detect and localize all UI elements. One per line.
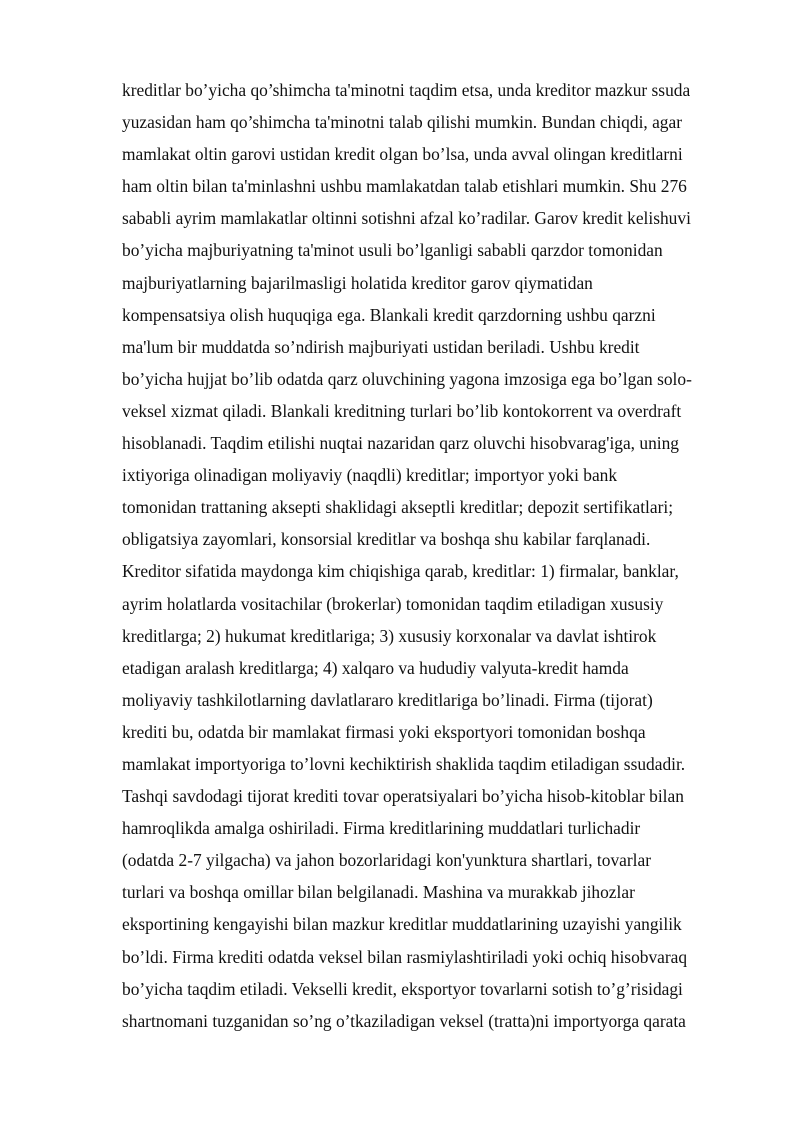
text-line: shartnomani tuzganidan so’ng o’tkaziladigan veksel (tratta)ni importyorga qarata [122,1010,686,1031]
text-line: bo’yicha majburiyatning ta'minot usuli bo’lganligi sababli qarzdor tomonidan [122,240,663,261]
text-line: yuzasidan ham qo’shimcha ta'minotni talab qilishi mumkin. Bundan chiqdi, agar [122,112,683,133]
text-line: mamlakat importyoriga to’lovni kechiktirish shaklida taqdim etiladigan ssudadir. [122,753,686,774]
text-line: ham oltin bilan ta'minlashni ushbu mamlakatdan talab etishlari mumkin. Shu 276 [122,176,687,197]
text-line: moliyaviy tashkilotlarning davlatlararo kreditlariga bo’linadi. Firma (tijorat) [122,689,653,710]
text-line: mamlakat oltin garovi ustidan kredit olgan bo’lsa, unda avval olingan kreditlarni [122,144,683,165]
body-text [122,74,762,1037]
text-line: hamroqlikda amalga oshiriladi. Firma kreditlarining muddatlari turlichadir [122,818,641,839]
text-line: (odatda 2-7 yilgacha) va jahon bozorlaridagi kon'yunktura shartlari, tovarlar [122,850,652,871]
text-line: kompensatsiya olish huquqiga ega. Blankali kredit qarzdorning ushbu qarzni [122,304,656,325]
text-line: ixtiyoriga olinadigan moliyaviy (naqdli) kreditlar; importyor yoki bank [122,465,618,486]
text-line: obligatsiya zayomlari, konsorsial kreditlar va boshqa shu kabilar farqlanadi. [122,529,651,550]
text-line: kreditlar bo’yicha qo’shimcha ta'minotni taqdim etsa, unda kreditor mazkur ssuda [122,80,691,100]
text-line: bo’yicha hujjat bo’lib odatda qarz oluvchining yagona imzosiga ega bo’lgan solo- [122,368,692,389]
text-line: ma'lum bir muddatda so’ndirish majburiyati ustidan beriladi. Ushbu kredit [122,336,640,357]
text-line: bo’yicha taqdim etiladi. Vekselli kredit, eksportyor tovarlarni sotish to’g’risidagi [122,978,683,999]
text-line: sababli ayrim mamlakatlar oltinni sotishni afzal ko’radilar. Garov kredit kelishuvi [122,208,691,229]
text-line: Tashqi savdodagi tijorat krediti tovar operatsiyalari bo’yicha hisob-kitoblar bilan [122,786,684,807]
text-line: bo’ldi. Firma krediti odatda veksel bilan rasmiylashtiriladi yoki ochiq hisobvaraq [122,946,688,967]
text-line: etadigan aralash kreditlarga; 4) xalqaro va hududiy valyuta-kredit hamda [122,657,629,678]
text-line: veksel xizmat qiladi. Blankali kreditning turlari bo’lib kontokorrent va overdraft [122,400,682,421]
text-line: eksportining kengayishi bilan mazkur kreditlar muddatlarining uzayishi yangilik [122,914,682,935]
text-line: hisoblanadi. Taqdim etilishi nuqtai nazaridan qarz oluvchi hisobvarag'iga, uning [122,433,679,454]
text-line: tomonidan trattaning aksepti shaklidagi akseptli kreditlar; depozit sertifikatlari; [122,497,674,518]
text-line: Kreditor sifatida maydonga kim chiqishiga qarab, kreditlar: 1) firmalar, banklar, [122,561,679,582]
text-line: krediti bu, odatda bir mamlakat firmasi yoki eksportyori tomonidan boshqa [122,721,646,742]
text-line: turlari va boshqa omillar bilan belgilanadi. Mashina va murakkab jihozlar [122,882,635,903]
text-line: ayrim holatlarda vositachilar (brokerlar) tomonidan taqdim etiladigan xususiy [122,593,664,614]
text-line: majburiyatlarning bajarilmasligi holatida kreditor garov qiymatidan [122,272,593,293]
text-line: kreditlarga; 2) hukumat kreditlariga; 3) xususiy korxonalar va davlat ishtirok [122,625,657,646]
